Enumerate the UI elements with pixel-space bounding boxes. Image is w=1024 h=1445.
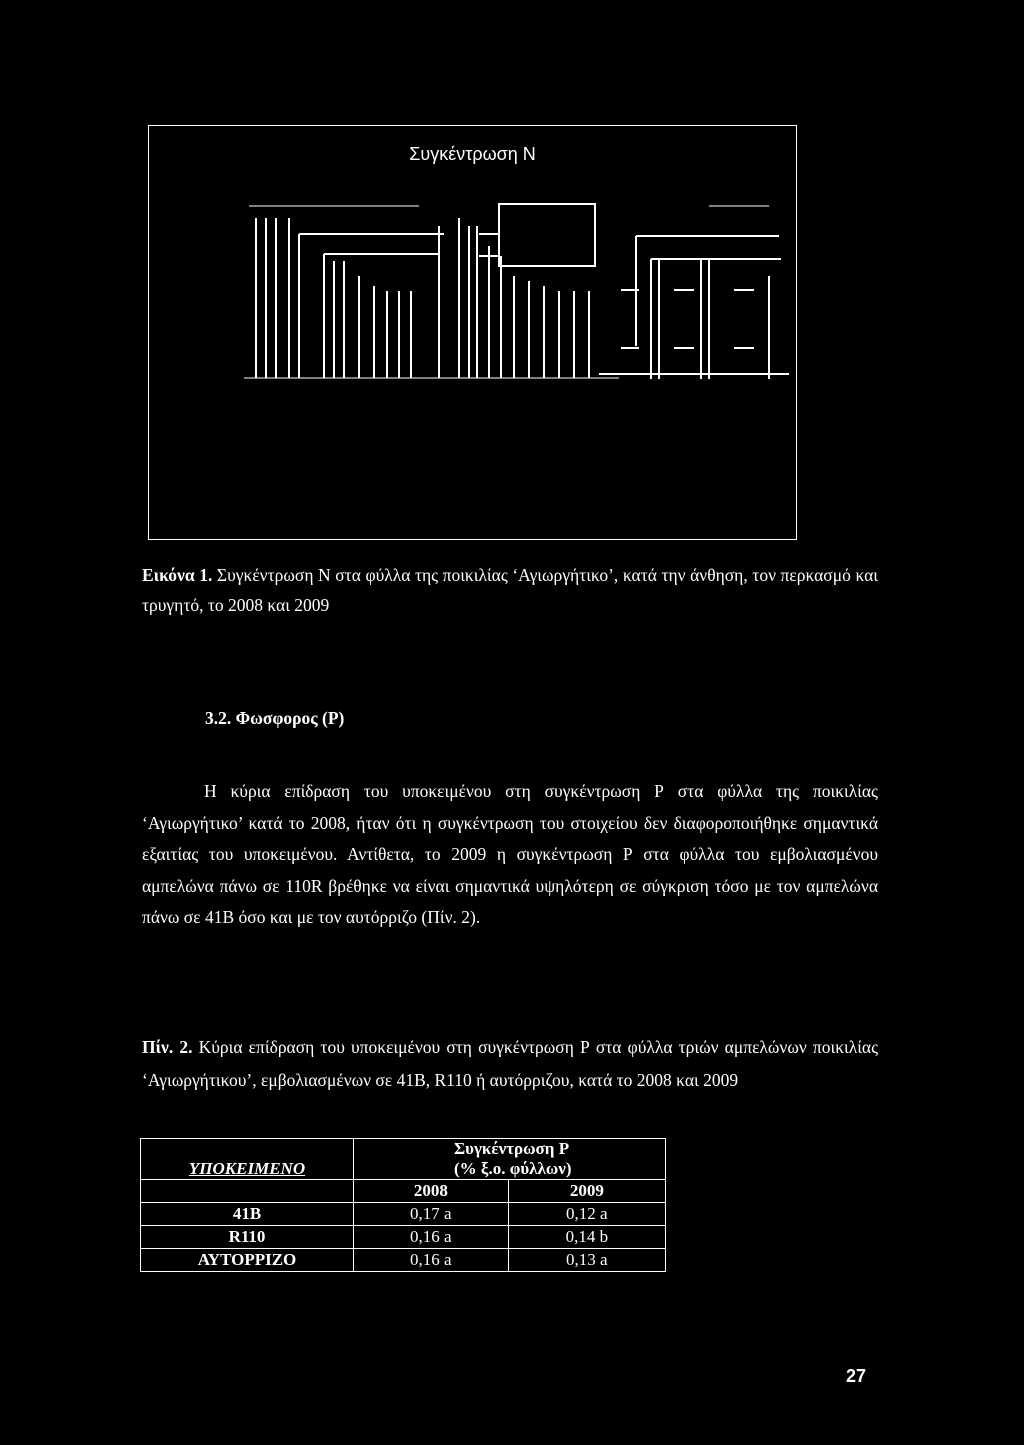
data-table: [140, 1138, 666, 1272]
table-row: [141, 1226, 666, 1249]
header-year-2008: 2008: [354, 1180, 509, 1203]
header-rootstock: ΥΠΟΚΕΙΜΕΝΟ: [141, 1139, 354, 1180]
row-name: ΑΥΤΟΡΡΙΖΟ: [141, 1249, 354, 1272]
table-caption-label: Πίν. 2.: [142, 1037, 193, 1057]
header-year-2009: 2009: [508, 1180, 665, 1203]
figure-caption: [142, 560, 878, 620]
table-header-row: [141, 1139, 666, 1180]
row-name: R110: [141, 1226, 354, 1249]
table-row: [141, 1249, 666, 1272]
caption-label: Εικόνα 1.: [142, 565, 213, 585]
header-conc-line1: Συγκέντρωση Ρ: [454, 1139, 570, 1158]
cell-2008: 0,16 a: [354, 1226, 509, 1249]
page-number: 27: [846, 1366, 867, 1386]
table-caption-text: Κύρια επίδραση του υποκειμένου στη συγκέντρωση Ρ στα φύλλα τριών αμπελώνων ποικιλίας ‘Αγιωργήτικου’, εμβολιασμένων σε 41Β, R110 ή αυτόρριζου, κατά το 2008 και 2009: [142, 1037, 879, 1090]
figure-graphic: [149, 126, 798, 541]
cell-2009: 0,13 a: [508, 1249, 665, 1272]
cell-2009: 0,14 b: [508, 1226, 665, 1249]
header-conc-line2: (% ξ.ο. φύλλων): [454, 1159, 572, 1178]
body-paragraph: Η κύρια επίδραση του υποκειμένου στη συγκέντρωση Ρ στα φύλλα της ποικιλίας ‘Αγιωργήτικο’ κατά το 2008, ήταν ότι η συγκέντρωση του στοιχείου δεν διαφοροποιήθηκε σημαντικά εξαιτίας του υποκειμένου. Αντίθετα, το 2009 η συγκέντρωση Ρ στα φύλλα του εμβολιασμένου αμπελώνα πάνω σε 110R βρέθηκε να είναι σημαντικά υψηλότερη σε σύγκριση τόσο με τον αμπελώνα πάνω σε 41Β όσο και με τον αυτόρριζο (Πίν. 2).: [142, 781, 878, 927]
header-concentration: [354, 1139, 666, 1180]
caption-text: Συγκέντρωση Ν στα φύλλα της ποικιλίας ‘Αγιωργήτικο’, κατά την άνθηση, τον περκασμό και τρυγητό, το 2008 και 2009: [142, 565, 878, 615]
year-blank-cell: [141, 1180, 354, 1203]
table-row: [141, 1203, 666, 1226]
section-heading: 3.2. Φωσφορος (Ρ): [205, 708, 345, 728]
cell-2008: 0,16 a: [354, 1249, 509, 1272]
table-year-row: [141, 1180, 666, 1203]
cell-2008: 0,17 a: [354, 1203, 509, 1226]
row-name: 41Β: [141, 1203, 354, 1226]
cell-2009: 0,12 a: [508, 1203, 665, 1226]
figure-title: Συγκέντρωση Ν: [409, 144, 536, 164]
figure-frame: [148, 125, 797, 540]
table-caption: [142, 1031, 878, 1097]
